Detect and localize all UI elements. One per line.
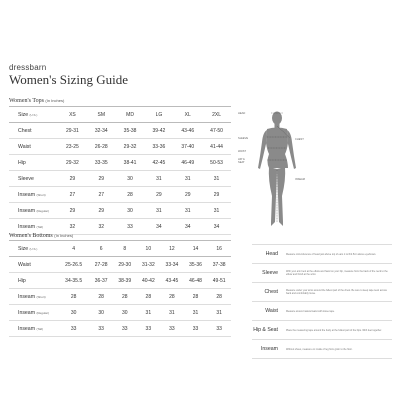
bottoms-row-label-cell [9, 321, 58, 337]
bottoms-title-text: Women's Bottoms [9, 233, 53, 239]
table-cell: 46-48 [184, 273, 208, 289]
bottoms-size-table [9, 240, 231, 337]
table-cell: 28 [116, 187, 145, 203]
measurement-name: Sleeve [252, 264, 284, 283]
row-label: Waist [18, 143, 31, 150]
row-label-note: (Tall) [36, 224, 43, 229]
table-cell: 28 [184, 289, 208, 305]
table-cell: 28 [207, 289, 231, 305]
row-label: Sleeve [18, 175, 34, 182]
tops-title-text: Women's Tops [9, 98, 44, 104]
table-cell: 31 [184, 305, 208, 321]
tops-row-label-cell [9, 187, 58, 203]
table-cell: 31 [144, 171, 173, 187]
table-cell: 49-51 [207, 273, 231, 289]
bottoms-size-header: 10 [137, 241, 161, 257]
table-cell: 29 [144, 187, 173, 203]
table-cell: 29 [87, 203, 116, 219]
table-cell: 31 [144, 203, 173, 219]
bottoms-size-header: 8 [113, 241, 137, 257]
tops-header-note: (U.S.) [29, 112, 38, 117]
tops-table-row [9, 155, 231, 171]
table-cell: 41-44 [202, 139, 231, 155]
tops-header-row [9, 107, 231, 123]
tops-table-row [9, 139, 231, 155]
table-cell: 31 [202, 171, 231, 187]
table-cell: 33 [160, 321, 184, 337]
figure-label-sleeve: SLEEVE [238, 137, 249, 140]
table-cell: 31 [202, 203, 231, 219]
measurement-description: With your arm bent at the elbow and hand on your hip, measure from the back of the neck to the elbow and finish at the wrist. [284, 264, 392, 283]
table-cell: 32 [58, 219, 87, 235]
tops-header-label-cell [9, 107, 58, 123]
table-cell: 31 [207, 305, 231, 321]
page-title: Women's Sizing Guide [9, 72, 129, 87]
table-cell: 29 [58, 171, 87, 187]
measurement-description: Measure around natural waist with loose tape. [284, 302, 392, 321]
tops-size-header: SM [87, 107, 116, 123]
row-label-note: (Short) [36, 294, 46, 299]
table-cell: 28 [58, 289, 89, 305]
tops-row-label-cell [9, 203, 58, 219]
row-label-note: (Tall) [36, 326, 43, 331]
table-cell: 33 [116, 219, 145, 235]
tops-size-header: LG [144, 107, 173, 123]
bottoms-header-label-cell [9, 241, 58, 257]
table-cell: 46-49 [173, 155, 202, 171]
table-cell: 29 [87, 171, 116, 187]
table-cell: 28 [160, 289, 184, 305]
row-label: Inseam [18, 223, 36, 230]
bottoms-table-row [9, 273, 231, 289]
measurement-row [252, 321, 392, 340]
tops-size-header: XL [173, 107, 202, 123]
bottoms-size-header: 16 [207, 241, 231, 257]
measurement-description: Measure circumference of head just above top of ears 1 inch/2.5cm above eyebrows. [284, 245, 392, 264]
table-cell: 33 [207, 321, 231, 337]
table-cell: 39-42 [144, 123, 173, 139]
row-label-note: (Short) [36, 192, 46, 197]
tops-size-header: MD [116, 107, 145, 123]
bottoms-header-row [9, 241, 231, 257]
table-cell: 38-41 [116, 155, 145, 171]
table-cell: 34 [144, 219, 173, 235]
table-cell: 25-26.5 [58, 257, 89, 273]
figure-label-waist: WAIST [238, 150, 247, 153]
table-cell: 30 [58, 305, 89, 321]
table-cell: 32 [87, 219, 116, 235]
measurement-name: Hip & Seat [252, 321, 284, 340]
bottoms-table-row [9, 289, 231, 305]
measurement-name: Chest [252, 283, 284, 302]
table-cell: 33 [58, 321, 89, 337]
bottoms-table-row [9, 257, 231, 273]
table-cell: 29-32 [58, 155, 87, 171]
table-cell: 31 [173, 171, 202, 187]
table-cell: 23-25 [58, 139, 87, 155]
measurement-row [252, 302, 392, 321]
bottoms-table-row [9, 305, 231, 321]
row-label: Inseam [18, 293, 36, 300]
tops-row-label-cell [9, 123, 58, 139]
row-label: Inseam [18, 207, 36, 214]
table-cell: 42-45 [144, 155, 173, 171]
bottoms-header-note: (U.S.) [29, 246, 38, 251]
figure-left-leg [269, 167, 277, 226]
measurement-description: Place the measuring tape around the body at the fullest part of the hips. With feet together. [284, 321, 392, 340]
measurement-name: Waist [252, 302, 284, 321]
bottoms-row-label-cell [9, 257, 58, 273]
figure-left-arm [258, 130, 267, 169]
bottoms-row-label-cell [9, 273, 58, 289]
measurement-row [252, 264, 392, 283]
bottoms-header-label: Size [18, 245, 29, 252]
table-cell: 29 [202, 187, 231, 203]
table-cell: 34 [202, 219, 231, 235]
bottoms-table-row [9, 321, 231, 337]
brand-logo: dressbarn [9, 63, 47, 72]
bottoms-size-header: 14 [184, 241, 208, 257]
row-label: Inseam [18, 309, 36, 316]
table-cell: 28 [113, 289, 137, 305]
table-cell: 30 [116, 171, 145, 187]
table-cell: 31 [173, 203, 202, 219]
bottoms-size-header: 12 [160, 241, 184, 257]
table-cell: 34 [173, 219, 202, 235]
tops-row-label-cell [9, 155, 58, 171]
table-cell: 27-28 [89, 257, 113, 273]
table-cell: 29-31 [58, 123, 87, 139]
figure-right-arm [287, 130, 296, 169]
table-cell: 30 [89, 305, 113, 321]
figure-torso [266, 128, 288, 169]
measurement-row [252, 340, 392, 359]
tops-table-row [9, 123, 231, 139]
bottoms-size-header: 4 [58, 241, 89, 257]
measurement-description: Without shoes, measure on inside of leg from groin to the floor. [284, 340, 392, 359]
table-cell: 32-34 [87, 123, 116, 139]
tops-section-title [9, 98, 64, 104]
table-cell: 34-35.5 [58, 273, 89, 289]
tops-header-label: Size [18, 111, 29, 118]
bottoms-section-title [9, 233, 73, 239]
row-label: Hip [18, 159, 26, 166]
table-cell: 29 [173, 187, 202, 203]
table-cell: 43-46 [173, 123, 202, 139]
table-cell: 29 [58, 203, 87, 219]
tops-title-note: (In Inches) [45, 98, 65, 103]
table-cell: 33 [184, 321, 208, 337]
table-cell: 36-37 [89, 273, 113, 289]
measurement-description: Measure under your arms around the fullest part of the chest. Be sure to keep tape level across back and comfortably loose. [284, 283, 392, 302]
figure-label-hip-seat: HIP & SEAT [238, 158, 245, 164]
table-cell: 28 [137, 289, 161, 305]
row-label-note: (Regular) [36, 310, 49, 315]
measurement-row [252, 283, 392, 302]
row-label: Waist [18, 261, 31, 268]
table-cell: 27 [87, 187, 116, 203]
table-cell: 27 [58, 187, 87, 203]
table-cell: 31 [160, 305, 184, 321]
row-label: Hip [18, 277, 26, 284]
measurement-name: Inseam [252, 340, 284, 359]
figure-neck [275, 123, 280, 128]
row-label: Inseam [18, 191, 36, 198]
table-cell: 33 [137, 321, 161, 337]
tops-table-row [9, 203, 231, 219]
row-label-note: (Regular) [36, 208, 49, 213]
body-figure-illustration [250, 110, 304, 232]
tops-table-row [9, 187, 231, 203]
table-cell: 43-45 [160, 273, 184, 289]
table-cell: 30 [113, 305, 137, 321]
table-cell: 28 [89, 289, 113, 305]
table-cell: 35-36 [184, 257, 208, 273]
table-cell: 37-40 [173, 139, 202, 155]
table-cell: 26-28 [87, 139, 116, 155]
table-cell: 31 [137, 305, 161, 321]
table-cell: 33-35 [87, 155, 116, 171]
measurement-name: Head [252, 245, 284, 264]
table-cell: 40-42 [137, 273, 161, 289]
table-cell: 29-32 [116, 139, 145, 155]
table-cell: 35-38 [116, 123, 145, 139]
table-cell: 29-30 [113, 257, 137, 273]
figure-right-leg [277, 167, 285, 226]
row-label: Inseam [18, 325, 36, 332]
tops-table-row [9, 171, 231, 187]
figure-label-chest: CHEST [295, 138, 304, 141]
tops-size-header: 2XL [202, 107, 231, 123]
table-cell: 50-53 [202, 155, 231, 171]
table-cell: 38-39 [113, 273, 137, 289]
measurement-row [252, 245, 392, 264]
table-cell: 31-32 [137, 257, 161, 273]
table-cell: 33 [113, 321, 137, 337]
table-cell: 33-36 [144, 139, 173, 155]
table-cell: 30 [116, 203, 145, 219]
figure-label-inseam: INSEAM [295, 178, 305, 181]
tops-size-table [9, 106, 231, 235]
table-cell: 47-50 [202, 123, 231, 139]
row-label: Chest [18, 127, 32, 134]
bottoms-row-label-cell [9, 305, 58, 321]
tops-row-label-cell [9, 139, 58, 155]
bottoms-size-header: 6 [89, 241, 113, 257]
table-cell: 37-38 [207, 257, 231, 273]
table-cell: 33-34 [160, 257, 184, 273]
bottoms-title-note: (In Inches) [54, 233, 74, 238]
figure-head [272, 112, 282, 125]
tops-size-header: XS [58, 107, 87, 123]
figure-label-head: HEAD [238, 112, 246, 115]
tops-row-label-cell [9, 171, 58, 187]
bottoms-row-label-cell [9, 289, 58, 305]
table-cell: 33 [89, 321, 113, 337]
measurement-guide-table [252, 244, 392, 359]
